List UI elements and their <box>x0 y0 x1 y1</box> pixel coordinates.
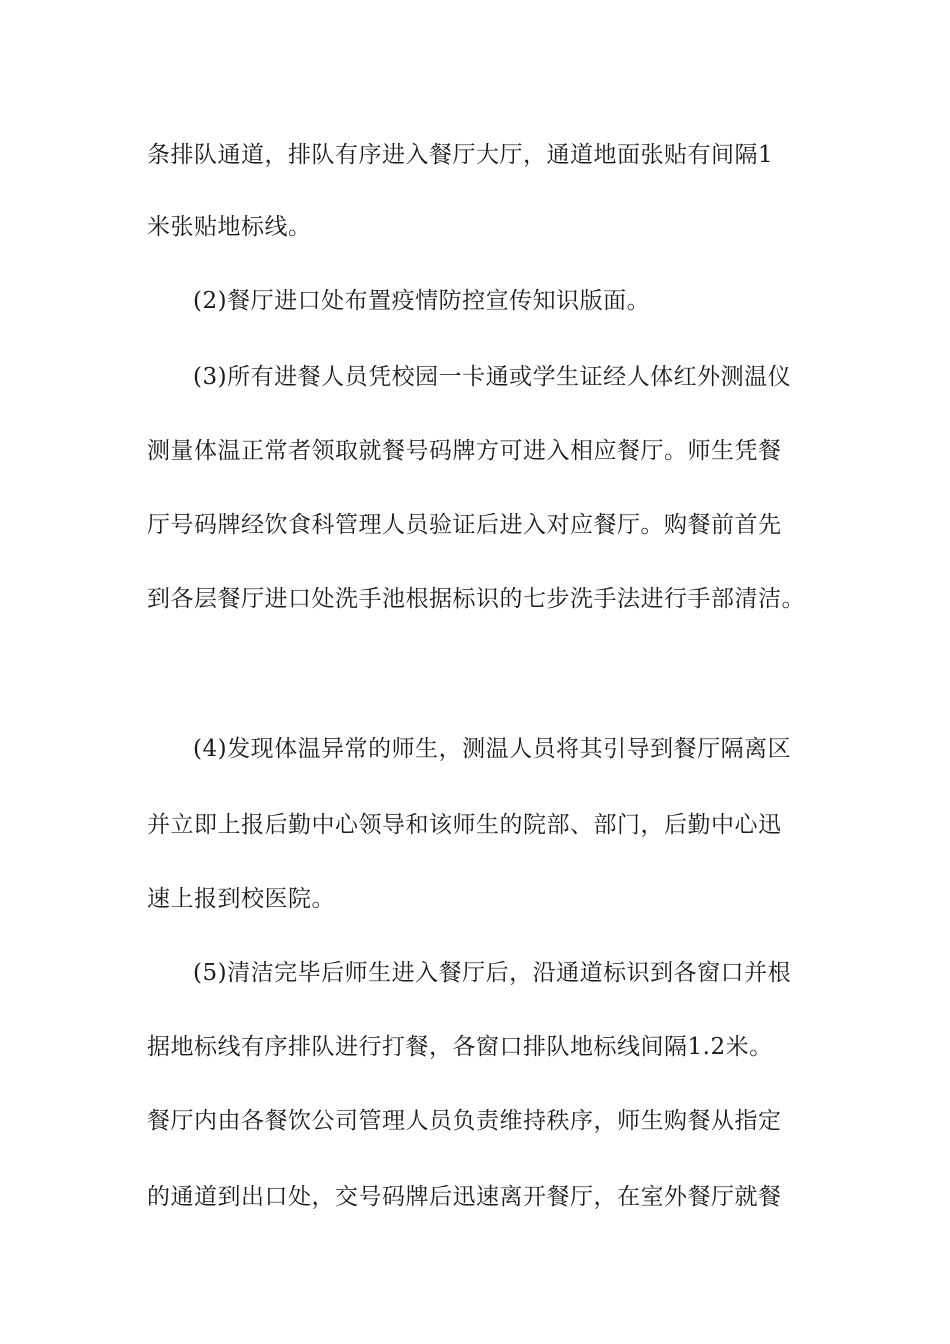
text-line: 测量体温正常者领取就餐号码牌方可进入相应餐厅。师生凭餐 <box>147 438 782 464</box>
text-line: 速上报到校医院。 <box>147 886 335 912</box>
text-line: 并立即上报后勤中心领导和该师生的院部、部门，后勤中心迅 <box>147 812 782 838</box>
paragraph-3-start: (3)所有进餐人员凭校园一卡通或学生证经人体红外测温仪 <box>193 364 792 390</box>
paragraph-5-start: (5)清洁完毕后师生进入餐厅后，沿通道标识到各窗口并根 <box>193 960 792 986</box>
text-line: 到各层餐厅进口处洗手池根据标识的七步洗手法进行手部清洁。 <box>147 586 805 612</box>
text-line: 米张贴地标线。 <box>147 214 312 240</box>
paragraph-4-start: (4)发现体温异常的师生，测温人员将其引导到餐厅隔离区 <box>193 736 792 762</box>
paragraph-2-start: (2)餐厅进口处布置疫情防控宣传知识版面。 <box>193 288 651 314</box>
text-line: 据地标线有序排队进行打餐，各窗口排队地标线间隔1.2米。 <box>147 1034 773 1060</box>
text-line: 餐厅内由各餐饮公司管理人员负责维持秩序，师生购餐从指定 <box>147 1108 782 1134</box>
text-line: 厅号码牌经饮食科管理人员验证后进入对应餐厅。购餐前首先 <box>147 512 782 538</box>
text-line: 的通道到出口处，交号码牌后迅速离开餐厅，在室外餐厅就餐 <box>147 1184 782 1210</box>
text-line: 条排队通道，排队有序进入餐厅大厅，通道地面张贴有间隔1 <box>147 142 774 168</box>
